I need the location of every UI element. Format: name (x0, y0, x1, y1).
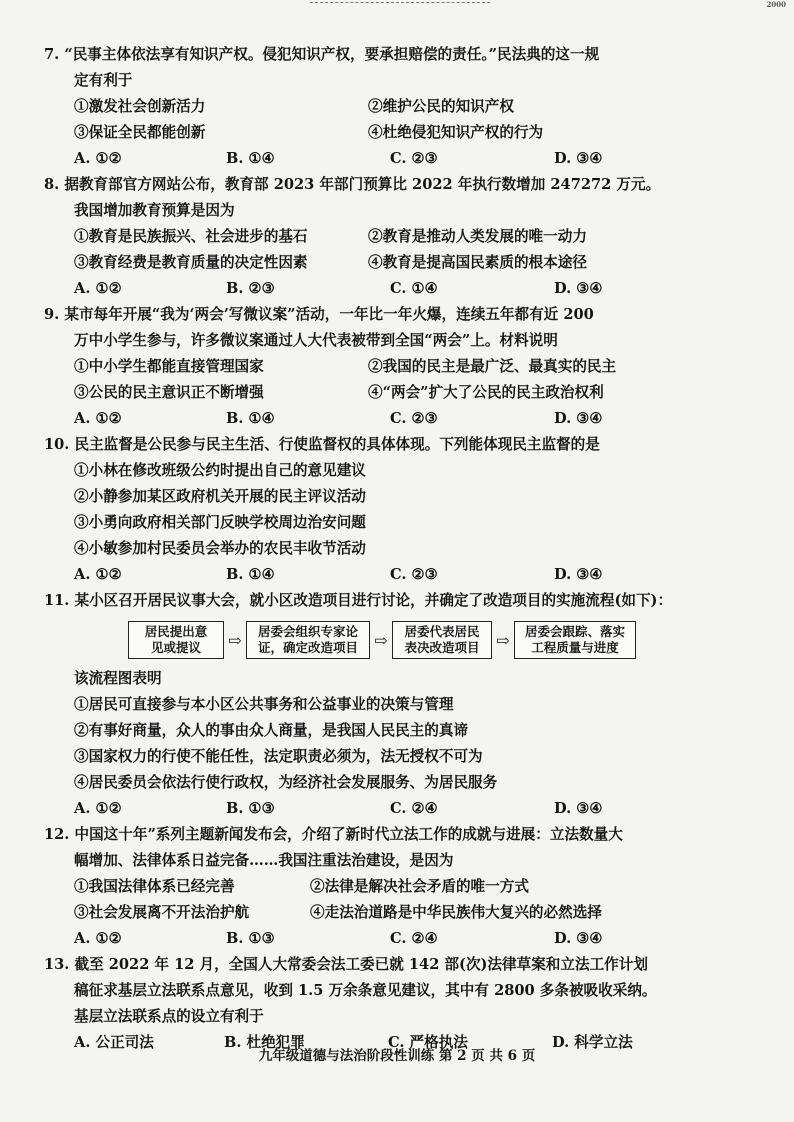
question-11-stem: 11. 某小区召开居民议事大会，就小区改造项目进行讨论，并确定了改造项目的实施流程(如下)： (44, 592, 673, 609)
question-8-stem-cont: 我国增加教育预算是因为 (74, 202, 235, 219)
question-12-answers (44, 926, 764, 952)
question-12-options (44, 874, 764, 926)
question-8-stem: 8. 据教育部官方网站公布，教育部 2023 年部门预算比 2022 年执行数增加 247272 万元。 (44, 176, 661, 193)
option-3: ③保证全民都能创新 (74, 124, 206, 141)
flow-step-1-line2: 见或提议 (150, 640, 201, 655)
question-8-options (44, 224, 764, 276)
flow-arrow-icon: ⇨ (374, 630, 388, 650)
flow-step-2-line2: 证，确定改造项目 (257, 640, 358, 655)
answer-c: C. 严格执法 (388, 1034, 468, 1051)
answer-b: B. 杜绝犯罪 (224, 1034, 305, 1051)
option-1: ①激发社会创新活力 (74, 98, 206, 115)
question-12 (44, 822, 764, 952)
option-2: ②有事好商量，众人的事由众人商量，是我国人民民主的真谛 (74, 722, 469, 739)
answer-c: C. ②④ (390, 930, 438, 947)
question-9-stem-cont: 万中小学生参与，许多微议案通过人大代表被带到全国“两会”上。材料说明 (74, 332, 558, 349)
flow-arrow-icon: ⇨ (228, 630, 242, 650)
question-10 (44, 432, 764, 588)
option-2: ②小静参加某区政府机关开展的民主评议活动 (74, 488, 366, 505)
answer-c: C. ②③ (390, 566, 438, 583)
answer-a: A. ①② (74, 410, 122, 427)
flow-step-1 (128, 621, 224, 659)
question-10-stem: 10. 民主监督是公民参与民主生活、行使监督权的具体体现。下列能体现民主监督的是 (44, 436, 600, 453)
flow-step-4-line2: 工程质量与进度 (531, 640, 619, 655)
flow-step-3-line1: 居委代表居民 (404, 624, 480, 639)
question-11 (44, 588, 764, 822)
question-8 (44, 172, 764, 302)
question-7-answers (44, 146, 764, 172)
flow-step-4 (514, 621, 636, 659)
question-9-options (44, 354, 764, 406)
answer-a: A. ①② (74, 280, 122, 297)
answer-a: A. ①② (74, 150, 122, 167)
answer-c: C. ②④ (390, 800, 438, 817)
process-flowchart (128, 620, 764, 660)
flow-step-1-line1: 居民提出意 (144, 624, 208, 639)
question-13-stem-cont: 稿征求基层立法联系点意见，收到 1.5 万余条意见建议，其中有 2800 多条被吸收采纳。 (74, 982, 657, 999)
question-7-stem: 7. “民事主体依法享有知识产权。侵犯知识产权，要承担赔偿的责任。”民法典的这一规 (44, 46, 600, 63)
option-1: ①教育是民族振兴、社会进步的基石 (74, 228, 308, 245)
answer-b: B. ②③ (226, 280, 275, 297)
answer-a: A. 公正司法 (74, 1034, 154, 1051)
option-3: ③小勇向政府相关部门反映学校周边治安问题 (74, 514, 366, 531)
option-1: ①中小学生都能直接管理国家 (74, 358, 264, 375)
option-3: ③公民的民主意识正不断增强 (74, 384, 264, 401)
answer-d: D. ③④ (554, 930, 603, 947)
answer-b: B. ①④ (226, 410, 275, 427)
answer-d: D. ③④ (554, 280, 603, 297)
flow-arrow-icon: ⇨ (496, 630, 510, 650)
option-2: ②我国的民主是最广泛、最真实的民主 (368, 358, 617, 375)
exam-page (44, 42, 764, 1056)
answer-b: B. ①④ (226, 566, 275, 583)
question-12-stem: 12. 中国这十年”系列主题新闻发布会，介绍了新时代立法工作的成就与进展：立法数量大 (44, 826, 623, 843)
answer-b: B. ①③ (226, 930, 275, 947)
option-1: ①我国法律体系已经完善 (74, 878, 235, 895)
flow-step-4-line1: 居委会跟踪、落实 (524, 624, 625, 639)
answer-a: A. ①② (74, 930, 122, 947)
option-4: ④杜绝侵犯知识产权的行为 (368, 124, 544, 141)
answer-d: D. 科学立法 (552, 1034, 633, 1051)
answer-c: C. ②③ (390, 150, 438, 167)
answer-d: D. ③④ (554, 150, 603, 167)
answer-a: A. ①② (74, 800, 122, 817)
option-3: ③国家权力的行使不能任性，法定职责必须为，法无授权不可为 (74, 748, 483, 765)
corner-mark: 2000 (766, 0, 786, 9)
question-12-stem-cont: 幅增加、法律体系日益完备……我国注重法治建设，是因为 (74, 852, 454, 869)
flow-step-3 (392, 621, 492, 659)
question-9-answers (44, 406, 764, 432)
question-13-stem: 13. 截至 2022 年 12 月，全国人大常委会法工委已就 142 部(次)法律草案和立法工作计划 (44, 956, 648, 973)
top-scan-mark (310, 2, 490, 5)
option-4: ④走法治道路是中华民族伟大复兴的必然选择 (310, 904, 602, 921)
option-2: ②教育是推动人类发展的唯一动力 (368, 228, 587, 245)
answer-b: B. ①④ (226, 150, 275, 167)
answer-c: C. ②③ (390, 410, 438, 427)
option-4: ④教育是提高国民素质的根本途径 (368, 254, 587, 271)
option-4: ④小敏参加村民委员会举办的农民丰收节活动 (74, 540, 366, 557)
option-4: ④居民委员会依法行使行政权，为经济社会发展服务、为居民服务 (74, 774, 498, 791)
question-8-answers (44, 276, 764, 302)
answer-b: B. ①③ (226, 800, 275, 817)
option-3: ③教育经费是教育质量的决定性因素 (74, 254, 308, 271)
option-2: ②法律是解决社会矛盾的唯一方式 (310, 878, 529, 895)
flow-step-2 (246, 621, 370, 659)
answer-a: A. ①② (74, 566, 122, 583)
option-1: ①居民可直接参与本小区公共事务和公益事业的决策与管理 (74, 696, 454, 713)
question-7 (44, 42, 764, 172)
question-9-stem: 9. 某市每年开展“我为‘两会’写微议案”活动，一年比一年火爆，连续五年都有近 200 (44, 306, 594, 323)
question-9 (44, 302, 764, 432)
flow-step-2-line1: 居委会组织专家论 (257, 624, 358, 639)
answer-c: C. ①④ (390, 280, 438, 297)
question-11-stem-cont: 该流程图表明 (74, 670, 162, 687)
option-3: ③社会发展离不开法治护航 (74, 904, 250, 921)
question-10-answers (44, 562, 764, 588)
option-2: ②维护公民的知识产权 (368, 98, 514, 115)
question-7-options (44, 94, 764, 146)
option-1: ①小林在修改班级公约时提出自己的意见建议 (74, 462, 366, 479)
question-11-answers (44, 796, 764, 822)
flow-step-3-line2: 表决改造项目 (404, 640, 480, 655)
answer-d: D. ③④ (554, 410, 603, 427)
question-13 (44, 952, 764, 1056)
question-13-stem-cont2: 基层立法联系点的设立有利于 (74, 1008, 264, 1025)
option-4: ④“两会”扩大了公民的民主政治权利 (368, 384, 604, 401)
page-footer: 九年级道德与法治阶段性训练 第 2 页 共 6 页 (258, 1048, 536, 1064)
answer-d: D. ③④ (554, 800, 603, 817)
question-7-stem-cont: 定有利于 (74, 72, 133, 89)
answer-d: D. ③④ (554, 566, 603, 583)
